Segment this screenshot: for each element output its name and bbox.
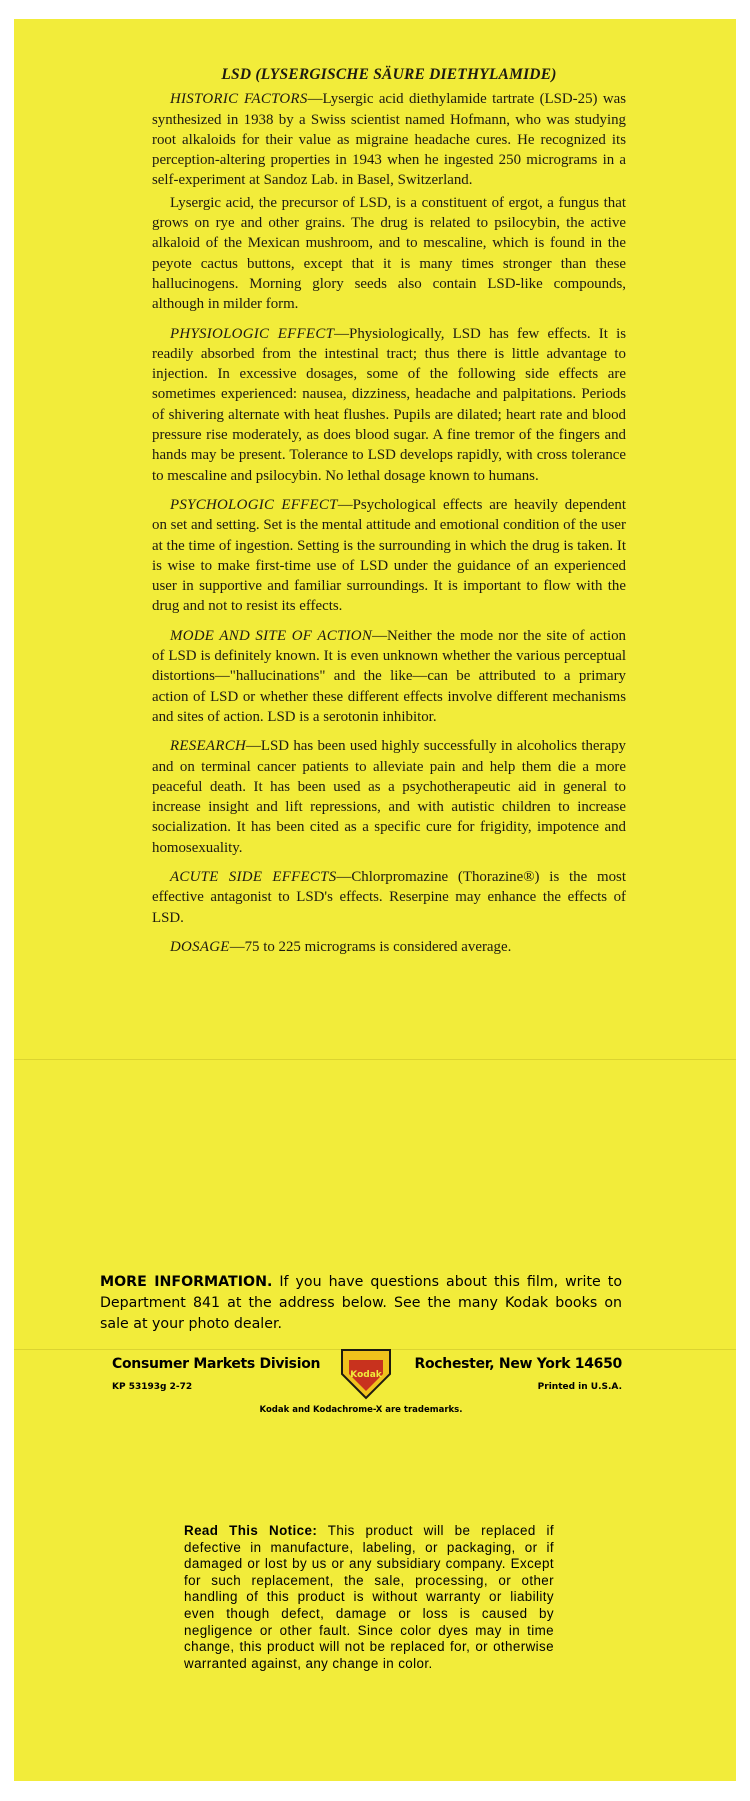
division-name: Consumer Markets Division <box>112 1356 321 1372</box>
fold-crease <box>14 1059 736 1060</box>
more-information-text: If you have questions about this film, write to Department 841 at the address below. See the many Kodak books on sale at your photo dealer. <box>100 1274 622 1332</box>
company-address: Rochester, New York 14650 <box>414 1356 622 1372</box>
notice-heading: Read This Notice: <box>184 1523 318 1538</box>
kodak-info-leaflet <box>14 19 736 1781</box>
paragraph-text: —Psychological effects are heavily dependent on set and setting. Set is the mental attitude and emotional condition of the user at the time of ingestion. Setting is the surrounding in which the drug is taken. It is wise to make first-time use of LSD under the guidance of an experienced user in supportive and familiar surroundings. It is important to flow with the drug and not to resist its effects. <box>152 496 626 615</box>
paragraph-dosage <box>152 937 626 957</box>
article-title: LSD (LYSERGISCHE SÄURE DIETHYLAMIDE) <box>221 66 557 83</box>
trademark-note: Kodak and Kodachrome-X are trademarks. <box>259 1405 463 1415</box>
kodak-logo-icon <box>340 1348 392 1400</box>
lsd-article <box>152 65 626 959</box>
paragraph-acute-side-effects <box>152 867 626 928</box>
more-information-block <box>100 1272 622 1335</box>
paragraph-research <box>152 736 626 858</box>
more-information-heading: MORE INFORMATION. <box>100 1274 273 1290</box>
paragraph-physiologic-effect <box>152 324 626 486</box>
paragraph-text: —Lysergic acid diethylamide tartrate (LSD-25) was synthesized in 1938 by a Swiss scientist named Hofmann, who was studying root alkaloids for their value as migraine headache cures. He recognized its perception-altering properties in 1943 when he ingested 250 micrograms in a self-experiment at Sandoz Lab. in Basel, Switzerland. <box>152 91 626 189</box>
footer-row <box>100 1348 622 1398</box>
section-heading: PSYCHOLOGIC EFFECT <box>170 496 338 513</box>
section-heading: HISTORIC FACTORS <box>170 91 308 108</box>
section-heading: RESEARCH <box>170 738 247 755</box>
paragraph-text: —75 to 225 micrograms is considered average. <box>229 938 512 955</box>
paragraph-text: —Physiologically, LSD has few effects. It is readily absorbed from the intestinal tract; thus there is little advantage to injection. In excessive dosages, some of the following side effects are sometimes experienced: nausea, dizziness, headache and palpitations. Periods of shivering alternate with heat flushes. Pupils are dilated; heart rate and blood pressure rise moderately, as does blood sugar. A fine tremor of the fingers and hands may be present. Tolerance to LSD develops rapidly, with cross tolerance to mescaline and psilocybin. No lethal dosage known to humans. <box>152 325 627 484</box>
paragraph-lysergic-acid <box>152 193 626 315</box>
paragraph-mode-and-site <box>152 626 626 727</box>
product-code: KP 53193g 2-72 <box>112 1382 193 1392</box>
section-heading: MODE AND SITE OF ACTION <box>170 627 373 644</box>
section-heading: DOSAGE <box>170 938 230 955</box>
read-this-notice-block <box>184 1523 554 1672</box>
notice-text: This product will be replaced if defective in manufacture, labeling, or packaging, or if damaged or lost by us or any subsidiary company. Except for such replacement, the sale, processing, or other handling of this product is without warranty or liability even though defect, damage or loss is caused by negligence or other fault. Since color dyes may in time change, this product will not be replaced for, or otherwise warranted against, any change in color. <box>184 1523 554 1671</box>
paragraph-psychologic-effect <box>152 495 626 617</box>
section-heading: PHYSIOLOGIC EFFECT <box>170 325 335 342</box>
paragraph-historic-factors <box>152 89 626 190</box>
paragraph-text: Lysergic acid, the precursor of LSD, is a constituent of ergot, a fungus that grows on rye and other grains. The drug is related to psilocybin, the active alkaloid of the Mexican mushroom, and to mescaline, which is found in the peyote cactus buttons, except that it is many times stronger than these hallucinogens. Morning glory seeds also contain LSD-like compounds, although in milder form. <box>152 194 626 313</box>
printed-in: Printed in U.S.A. <box>537 1382 622 1392</box>
paragraph-text: —LSD has been used highly successfully in alcoholics therapy and on terminal cancer patients to alleviate pain and help them die a more peaceful death. It has been used as a psychotherapeutic aid in general to increase insight and lift repressions, and with autistic children to increase socialization. It has been cited as a specific cure for frigidity, impotence and homosexuality. <box>152 738 626 856</box>
kodak-logo-text: Kodak <box>350 1370 382 1380</box>
paragraph-text: —Neither the mode nor the site of action of LSD is definitely known. It is even unknown whether the various perceptual distortions—"hallucinations" and the like—can be attributed to a primary action of LSD or whether these different effects involve different mechanisms and sites of action. LSD is a serotonin inhibitor. <box>152 627 626 725</box>
paragraph-text: —Chlorpromazine (Thorazine®) is the most effective antagonist to LSD's effects. Reserpine may enhance the effects of LSD. <box>152 868 626 926</box>
section-heading: ACUTE SIDE EFFECTS <box>170 868 337 885</box>
